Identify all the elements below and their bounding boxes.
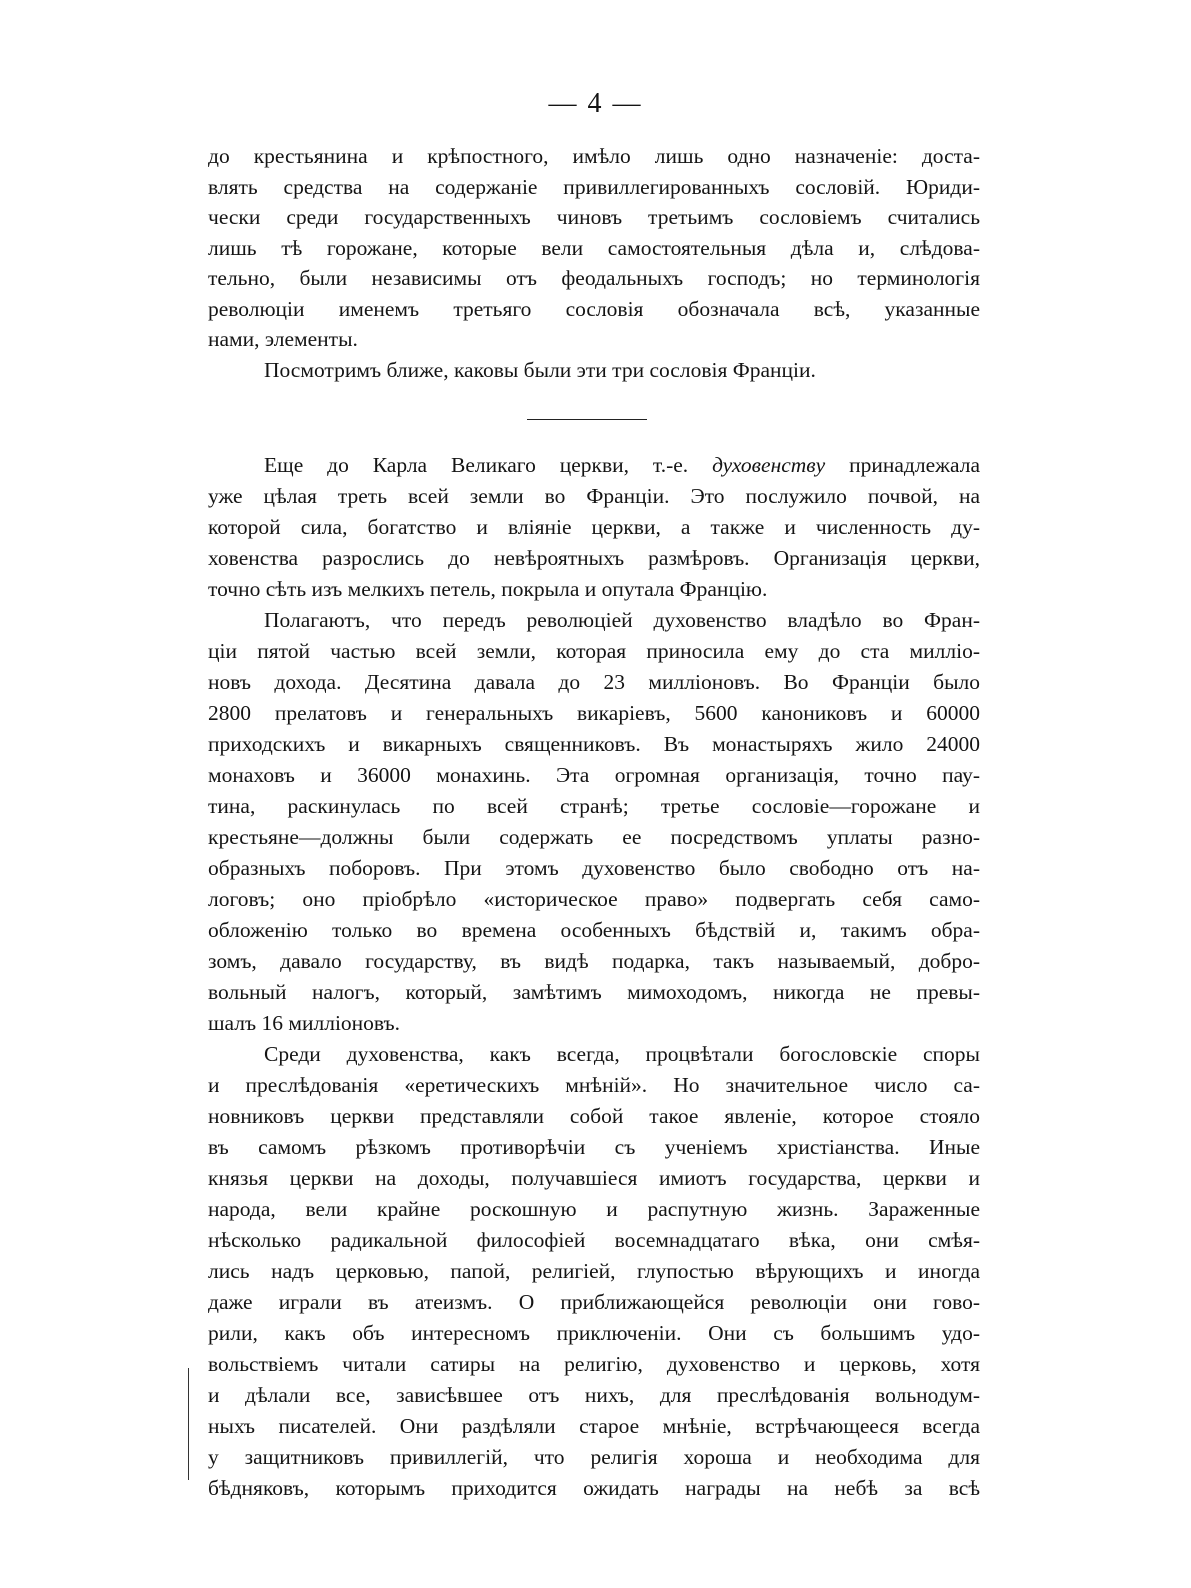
text-line: нѣсколько радикальной философiей восемнадцатаго вѣка, они смѣя- (208, 1228, 980, 1252)
text-line: чески среди государственныхъ чиновъ третьимъ сословiемъ считались (208, 205, 980, 229)
tail-text: принадлежала (849, 453, 980, 477)
text-line: вольный налогъ, который, замѣтимъ мимоходомъ, никогда не превы- (208, 980, 980, 1004)
text-line: нами, элементы. (208, 327, 358, 351)
text-line: крестьяне—должны были содержать ее посредствомъ уплаты разно- (208, 825, 980, 849)
section-1-text (208, 141, 980, 385)
emphasis-text: духовенству (712, 453, 826, 477)
text-line: до крестьянина и крѣпостного, имѣло лишь одно назначенiе: доста- (208, 144, 980, 168)
text-line: ныхъ писателей. Они раздѣляли старое мнѣнiе, встрѣчающееся всегда (208, 1414, 980, 1438)
text-line: лись надъ церковью, папой, религiей, глупостью вѣрующихъ и иногда (208, 1259, 980, 1283)
text-line: влять средства на содержанiе привиллегированныхъ сословiй. Юриди- (208, 174, 980, 199)
text-line: тельно, были независимы отъ феодальныхъ господъ; но терминологiя (208, 266, 980, 290)
text-line: Среди духовенства, какъ всегда, процвѣтали богословскiе споры (264, 1042, 980, 1066)
text-line: приходскихъ и викарныхъ священниковъ. Въ монастыряхъ жило 24000 (208, 732, 980, 756)
text-line: и преслѣдованiя «еретическихъ мнѣнiй». Но значительное число са- (208, 1073, 980, 1097)
text-line: бѣдняковъ, которымъ приходится ожидать награды на небѣ за всѣ (208, 1476, 980, 1500)
text-line: у защитниковъ привиллегiй, что религiя хороша и необходима для (208, 1445, 980, 1469)
section-1-closing-line: Посмотримъ ближе, каковы были эти три сословiя Францiи. (264, 357, 816, 382)
section-2-text (208, 450, 980, 1504)
text-line: цiи пятой частью всей земли, которая приносила ему до ста миллiо- (208, 639, 980, 663)
text-line: новъ дохода. Десятина давала до 23 миллiоновъ. Во Францiи было (208, 670, 980, 694)
text-line: даже играли въ атеизмъ. О приближающейся революцiи они гово- (208, 1290, 980, 1314)
text-line: обложенiю только во времена особенныхъ бѣдствiй и, такимъ обра- (208, 918, 980, 942)
text-line: шалъ 16 миллiоновъ. (208, 1011, 401, 1035)
page-number: — 4 — (548, 88, 643, 119)
text-line: лишь тѣ горожане, которые вели самостоятельныя дѣла и, слѣдова- (208, 235, 980, 260)
text-line: вольствiемъ читали сатиры на религiю, духовенство и церковь, хотя (208, 1352, 980, 1376)
section-divider-rule (527, 419, 647, 420)
text-line: ховенства разрослись до невѣроятныхъ размѣровъ. Организацiя церкви, (208, 546, 980, 570)
text-line: новниковъ церкви представляли собой такое явленiе, которое стояло (208, 1104, 980, 1128)
text-line: которой сила, богатство и влiянiе церкви, а также и численность ду- (208, 515, 980, 539)
text-line: логовъ; оно прiобрѣло «историческое право» подвергать себя само- (208, 887, 980, 911)
text-line: образныхъ поборовъ. При этомъ духовенство было свободно отъ на- (208, 856, 980, 880)
paragraph-1-first-line (208, 450, 980, 481)
text-line: рили, какъ объ интересномъ приключенiи. Они съ большимъ удо- (208, 1321, 980, 1345)
margin-scan-mark (188, 1368, 189, 1480)
text-line: зомъ, давало государству, въ видѣ подарка, такъ называемый, добро- (208, 949, 980, 973)
text-line: монаховъ и 36000 монахинь. Эта огромная организацiя, точно пау- (208, 763, 980, 787)
text-line: точно сѣть изъ мелкихъ петель, покрыла и опутала Францiю. (208, 577, 768, 601)
text-line: и дѣлали все, зависѣвшее отъ нихъ, для преслѣдованiя вольнодум- (208, 1383, 980, 1407)
text-line: 2800 прелатовъ и генеральныхъ викарiевъ, 5600 канониковъ и 60000 (208, 701, 980, 725)
lead-text: Еще до Карла Великаго церкви, т.-е. (264, 453, 689, 477)
text-line: народа, вели крайне роскошную и распутную жизнь. Зараженные (208, 1197, 980, 1221)
text-line: уже цѣлая треть всей земли во Францiи. Это послужило почвой, на (208, 484, 980, 508)
text-line: въ самомъ рѣзкомъ противорѣчiи съ ученiемъ христiанства. Иные (208, 1135, 980, 1159)
text-line: князья церкви на доходы, получавшiеся имиотъ государства, церкви и (208, 1166, 980, 1190)
text-line: тина, раскинулась по всей странѣ; третье сословiе—горожане и (208, 794, 980, 818)
text-line: революцiи именемъ третьяго сословiя обозначала всѣ, указанные (208, 296, 980, 321)
text-line: Полагаютъ, что передъ революцiей духовенство владѣло во Фран- (264, 608, 980, 632)
